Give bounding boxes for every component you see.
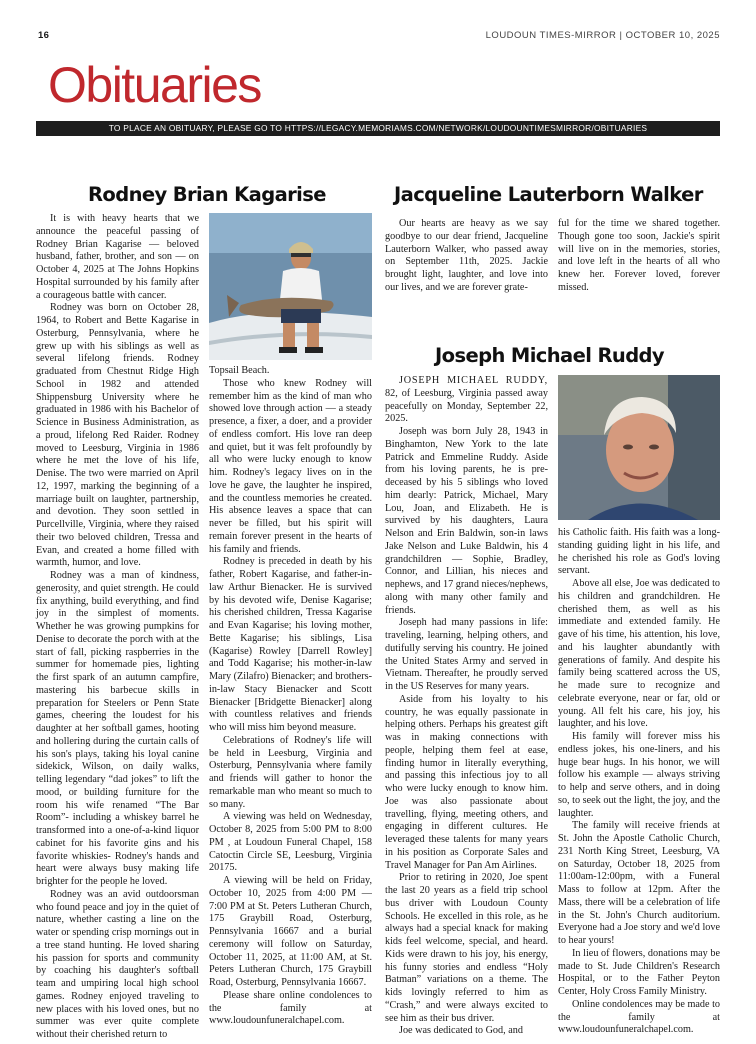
ruddy-paragraph: Joe was dedicated to God, and (399, 1025, 523, 1037)
submit-obituary-banner: TO PLACE AN OBITUARY, PLEASE GO TO HTTPS://LEGACY.MEMORIAMS.COM/NETWORK/LOUDOUNTIMESMIRROR/OBITUARIES (36, 121, 720, 136)
ruddy-paragraph: his Catholic faith. His faith was a long-standing guiding light in his life, and he cherished his role as God's loving servant. (558, 527, 720, 577)
walker-column-2 (558, 218, 720, 298)
kagarise-paragraph: Rodney was a man of kindness, generosity, and quiet strength. He could fix anything, build everything, and find joy in the simplest of moments. Whether he was growing pumpkins for Denise to decorate the porch with at the start of fall, picking raspberries in the summer for homemade pies, lighting the first spark of an autumn campfire, mastering his barbecue skills in preparation for Steelers or Penn State games, cheering the loudest for his daughter at her softball games, hooting and hollering during the curtain calls of his son's plays, taking his loyal canine sidekick, Wilson, on daily walks, telling legendary “dad jokes” to lift the mood, or building furniture for the room his wife renamed “The Bar Room”- including a whiskey barrel he transformed into a one-of-a-kind liquor cabinet for his favorite gins and his favorite whiskies- Rodney's hands and heart were always busy making life brighter for the people he loved. (36, 570, 199, 887)
ruddy-paragraph: Above all else, Joe was dedicated to his children and grandchildren. He cherished them, as well as his immediate and extended family. He gave of his time, his attention, his love, and his laughter abundantly with generations of family. And despite his family being scattered across the US, he made sure to recognize and celebrate everyone, near or far, old or young. All felt his care, his joy, his laughter, and his love. (558, 578, 720, 730)
ruddy-paragraph: Joseph was born July 28, 1943 in Binghamton, New York to the late Patrick and Emmeline Ruddy. Aside from his loving parents, he is pre-deceased by his 5 siblings who loved him dearly: Patrick, Michael, Mary Lou, Joan, and Elizabeth. He is survived by his daughters, Laura Nelson and Erin Baldwin, son-in laws Jake Nelson and Luke Baldwin, his 4 grandchildren — Sophie, Bradley, Connor, and Lillian, his nieces and nephews, and 17 grand nieces/nephews, along with many other family and friends. (385, 426, 548, 616)
ruddy-photo (558, 375, 720, 520)
kagarise-paragraph: Rodney was born on October 28, 1964, to Robert and Bette Kagarise in Osterburg, Pennsylvania, where he grew up with his siblings as well as several lifelong friends. Rodney graduated from Chestnut Ridge High School in 1982 and attended Shippensburg University where he graduated in 1986 with his Bachelor of Science in Business Administration, as a proud, lifelong Red Raider. Rodney moved to Leesburg, Virginia in 1986 where he met the love of his life, Denise. The two were married on April 12, 1997, marking the beginning of a marriage built on laughter, partnership, and devotion. They soon settled in Purcellville, Virginia, where they raised their two beloved children, Tressa and Evan, and created a home filled with warmth, humor, and love. (36, 302, 199, 569)
section-title: Obituaries (48, 57, 261, 113)
ruddy-paragraph: Joseph had many passions in life: traveling, learning, helping others, and dutifully serving his country. He joined the United States Army and served in Vietnam. Thereafter, he proudly served in the US Reserves for many years. (385, 617, 548, 692)
obituary-name-kagarise: Rodney Brian Kagarise (88, 183, 326, 206)
walker-paragraph: Our hearts are heavy as we say goodbye to our dear friend, Jacqueline Lauterborn Walker, who passed away on September 11th, 2025. Jackie brought light, laughter, and love into our lives, and we are forever grate- (385, 218, 548, 293)
ruddy-paragraph: His family will forever miss his endless jokes, his one-liners, and his huge bear hugs. In his honor, we will follow his example — always striving to help and serve others, and in doing so, to seek out the light, the joy, and the laughter. (558, 731, 720, 819)
walker-paragraph: ful for the time we shared together. Though gone too soon, Jackie's spirit will live on in the memories, stories, and love left in the hearts of all who knew her. Forever loved, forever missed. (558, 218, 720, 293)
obituary-name-walker: Jacqueline Lauterborn Walker (394, 183, 703, 206)
ruddy-paragraph: Aside from his loyalty to his country, he was equally passionate in helping others. Perhaps his greatest gift was in making connections with people, helping them feel at ease, finding humor in literally everything, and passing this infectious joy to all who were lucky enough to know him. Joe was also passionate about travelling, flying, meeting others, and engaging in different cultures. He leveraged these talents for many years in his position as Corporate Sales and Travel Manager for Pan Am Airlines. (385, 693, 548, 871)
ruddy-paragraph: Online condolences may be made to the family at www.loudounfuneralchapel.com. (558, 998, 720, 1036)
walker-column-1 (385, 218, 548, 298)
kagarise-paragraph: Rodney is preceded in death by his father, Robert Kagarise, and father-in-law Arthur Bienacker. He is survived by his devoted wife, Denise Kagarise; his cherished children, Tressa Kagarise and Evan Kagarise; his loving mother, Bette Kagarise; his siblings, Lisa (Kagarise) Rowley [Darrell Rowley] and Todd Kagarise; his mother-in-law Mary (Zilafro) Bienacker; and brothers-in-law Stacy Bienacker and Scott Bienacker [Bridgette Bienacker] along with countless relatives and friends who will miss him beyond measure. (209, 556, 372, 733)
kagarise-paragraph: Rodney was an avid outdoorsman who found peace and joy in the quiet of nature, whether casting a line on the water or spending crisp mornings out in a tree stand hunting. He loved sharing his passion for sports and community by coaching his daughter's softball team and umpiring local high school games. Rodney enjoyed traveling to new places with his loved ones, but no summer was ever quite complete without their cherished return to (36, 888, 199, 1040)
ruddy-column-2 (558, 527, 720, 1036)
kagarise-paragraph: A viewing will be held on Friday, October 10, 2025 from 4:00 PM — 7:00 PM at St. Peters Lutheran Church, 175 Graybill Road, Osterburg, Pennsylvania 16667 and a burial ceremony will follow on Saturday, October 11, 2025, at 11:00 AM, at St. Peters Lutheran Church, 175 Graybill Road, Osterburg, Pennsylvania 16667. (209, 875, 372, 988)
ruddy-lead-text: 82, of Leesburg, Virginia passed away peacefully on Monday, September 22, 2025. (385, 387, 548, 425)
kagarise-paragraph: Celebrations of Rodney's life will be held in Leesburg, Virginia and Osterburg, Pennsylvania where family and friends will gather to honor the remarkable man who meant so much to so many. (209, 734, 372, 810)
kagarise-paragraph: It is with heavy hearts that we announce the peaceful passing of Rodney Brian Kagarise — beloved husband, father, brother, and son — on October 4, 2025 at The Johns Hopkins Hospital surrounded by his family after a courageous battle with cancer. (36, 213, 199, 301)
kagarise-paragraph: Please share online condolences to the family at www.loudounfuneralchapel.com. (209, 989, 372, 1027)
kagarise-column-2 (209, 365, 372, 1031)
page-number: 16 (38, 30, 50, 41)
ruddy-paragraph: In lieu of flowers, donations may be made to St. Jude Children's Research Hospital, or to the Father Peyton Center, Holy Cross Family Ministry. (558, 947, 720, 997)
kagarise-photo (209, 213, 372, 360)
ruddy-column-1 (385, 375, 548, 1037)
kagarise-paragraph: A viewing was held on Wednesday, October 8, 2025 from 5:00 PM to 8:00 PM , at Loudoun Funeral Chapel, 158 Catoctin Circle SE, Leesburg, Virginia 20175. (209, 811, 372, 874)
ruddy-paragraph (385, 375, 548, 426)
ruddy-paragraph: Prior to retiring in 2020, Joe spent the last 20 years as a field trip school bus driver with Loudoun County Schools. He excelled in this role, as he always had a special knack for making kids feel welcome, special, and heard. Kids were drawn to his joy, his energy, his funny stories and endless “Holy Batman” variations on a theme. The kids lovingly referred to him as “Crash,” and were always excited to see him as their bus driver. (385, 872, 548, 1024)
kagarise-paragraph: Those who knew Rodney will remember him as the kind of man who showed love through action — a steady presence, a fixer, a doer, and a provider of endless comfort. His love ran deep and quiet, but it was felt profoundly by all who were lucky enough to know him. Rodney's legacy lives on in the love he gave, the laughter he inspired, and the countless memories he created. His absence leaves a space that can never be filled, but his spirit will remain forever present in the hearts of his family and friends. (209, 377, 372, 555)
obituary-name-ruddy: Joseph Michael Ruddy (435, 344, 665, 367)
kagarise-paragraph: Topsail Beach. (209, 365, 270, 376)
ruddy-paragraph: The family will receive friends at St. John the Apostle Catholic Church, 231 North King Street, Leesburg, VA on Saturday, October 18, 2025 from 11:00am-12:00pm, with a Funeral Mass to follow at 12pm. After the Mass, there will be a celebration of life in the St. John's Church auditorium. Everyone had a Joe story and we'd love to hear yours! (558, 820, 720, 946)
ruddy-lead-name: JOSEPH MICHAEL RUDDY, (399, 375, 548, 386)
kagarise-column-1 (36, 213, 199, 1040)
publication-dateline: LOUDOUN TIMES-MIRROR | OCTOBER 10, 2025 (485, 30, 720, 41)
